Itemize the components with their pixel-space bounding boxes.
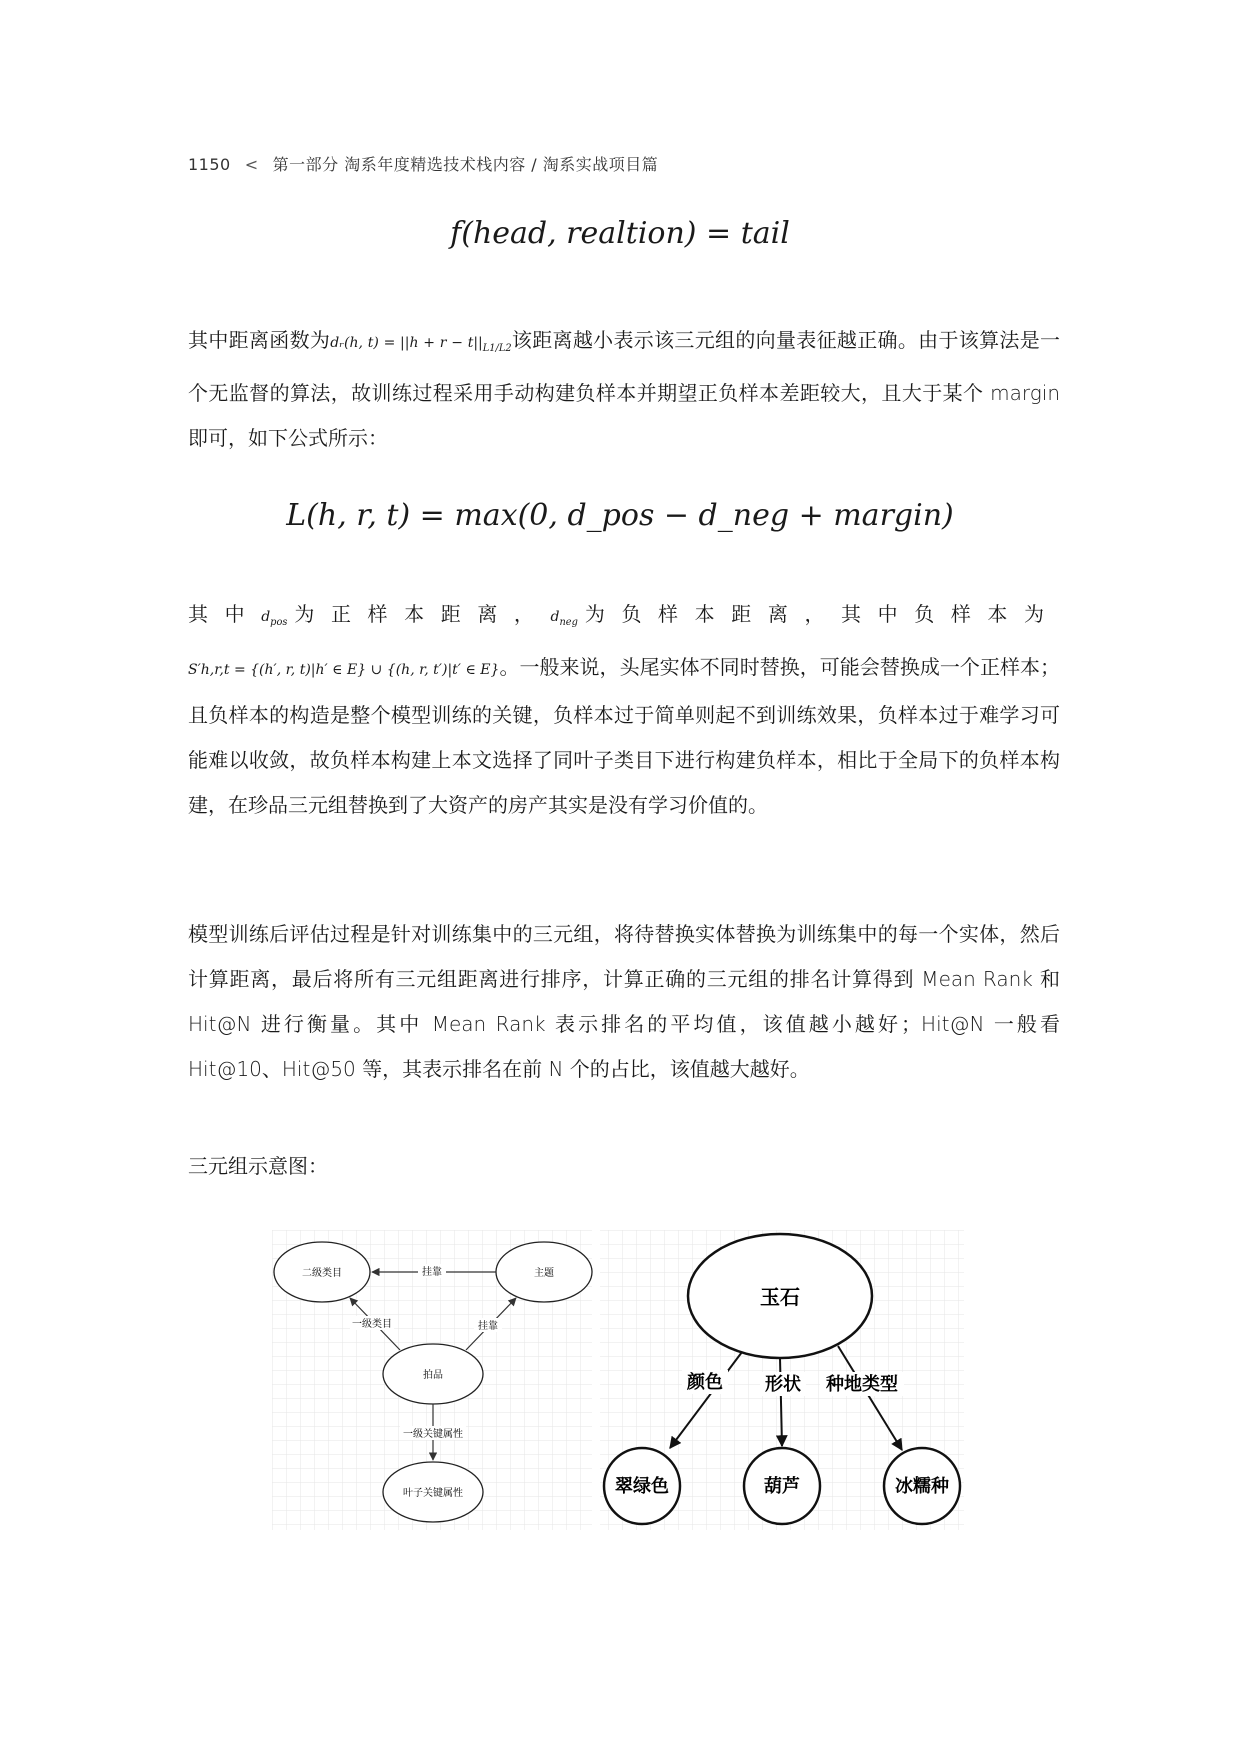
dpos-sub: pos [270,616,288,628]
para2-rest: 。一般来说，头尾实体不同时替换，可能会替换成一个正样本；且负样本的构造是整个模型训练的关键，负样本过于简单则起不到训练效果，负样本过于难学习可能难以收敛，故负样本构建上本文选择了同叶子类目下进行构建负样本，相比于全局下的负样本构建，在珍品三元组替换到了大资产的房产其实是没有学习价值的。 [188,654,1061,817]
label-secondary-category: 二级类目 [302,1268,342,1279]
edge-label-left: 一级类目 [352,1319,392,1330]
edge-label-down: 一级关键属性 [403,1429,463,1440]
label-item: 拍品 [423,1370,443,1381]
distance-formula-inline [330,335,512,354]
breadcrumb: 第一部分 淘系年度精选技术栈内容 / 淘系实战项目篇 [272,155,659,174]
page-number: 1150 [188,155,231,174]
triple-diagram [272,1230,964,1530]
para1-prefix: 其中距离函数为 [188,328,331,352]
edge-label-color: 颜色 [687,1372,723,1393]
edge-label-top: 挂靠 [422,1267,442,1278]
label-topic: 主题 [534,1268,554,1279]
page-header [188,152,658,175]
dneg-sub: neg [559,616,578,628]
para2-word3: 为负样本距离，其中负样本为 [584,602,1061,626]
edge-label-right: 挂靠 [478,1321,498,1332]
para2-word2: 为正样本距离， [294,602,551,626]
label-leaf-attribute: 叶子关键属性 [403,1488,463,1499]
header-separator: < [244,155,259,174]
edge-label-shape: 形状 [765,1374,801,1395]
dpos-inline [261,609,288,628]
dpos-main: d [261,609,271,625]
label-ice-glutinous: 冰糯种 [895,1476,949,1497]
label-green-color: 翠绿色 [615,1476,669,1497]
distance-formula-sub: L1/L2 [482,342,512,354]
triple-diagram-svg [272,1230,964,1530]
edge-label-type: 种地类型 [826,1374,898,1395]
paragraph-diagram-caption: 三元组示意图： [188,1154,328,1178]
paragraph-distance-function [188,318,1060,461]
formula-transe: f(head, realtion) = tail [450,216,790,251]
dneg-inline [550,609,578,628]
paragraph-evaluation: 模型训练后评估过程是针对训练集中的三元组，将待替换实体替换为训练集中的每一个实体，然后计算距离，最后将所有三元组距离进行排序，计算正确的三元组的排名计算得到 Mean Rank 和 Hit@N 进行衡量。其中 Mean Rank 表示排名的平均值，该值越小越好；Hit@N 一般看 Hit@10、Hit@50 等，其表示排名在前 N 个的占比，该值越大越好。 [188,922,1060,1081]
para1-suffix: 该距离越小表示该三元组的向量表征越正确。由于该算法是一个无监督的算法，故训练过程采用手动构建负样本并期望正负样本差距较大，且大于某个 margin 即可，如下公式所示： [188,328,1061,450]
negative-set-formula: S′h,r,t = {(h′, r, t)|h′ ∈ E} ∪ {(h, r, t′)|t′ ∈ E} [188,661,500,678]
formula-loss: L(h, r, t) = max(0, d_pos − d_neg + margin) [286,498,954,533]
dneg-main: d [550,609,560,625]
label-gourd: 葫芦 [764,1476,800,1497]
para2-word1: 其中 [188,602,262,626]
distance-formula-main: dᵣ(h, t) = ||h + r − t|| [330,335,483,351]
paragraph-negative-samples [188,592,1060,828]
label-jade: 玉石 [760,1285,800,1309]
